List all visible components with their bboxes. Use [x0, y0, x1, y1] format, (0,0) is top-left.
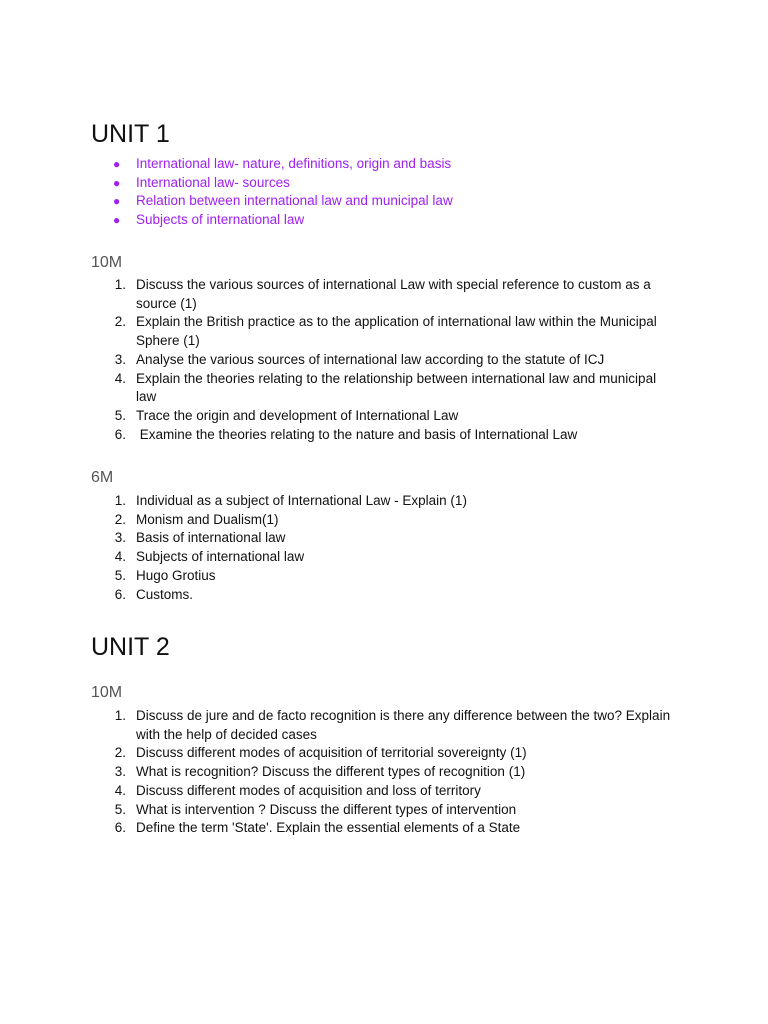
question-text: What is intervention ? Discuss the different types of intervention: [136, 801, 517, 817]
unit-1-6m-question-list: [0, 492, 676, 604]
question-item: [0, 586, 676, 605]
unit-2-10m-question-list: [0, 707, 676, 838]
question-item: [0, 744, 676, 763]
question-number: 6.: [114, 586, 126, 602]
question-number: 6.: [114, 820, 126, 836]
question-text: Explain the theories relating to the relationship between international law and municipal law: [136, 370, 660, 405]
question-number: 2.: [114, 745, 126, 761]
question-item: [0, 313, 676, 350]
topic-text: International law- nature, definitions, origin and basis: [136, 156, 452, 171]
topic-text: Relation between international law and municipal law: [136, 193, 453, 209]
question-text: Discuss the various sources of international Law with special reference to custom as a source (1): [136, 277, 655, 311]
question-text: Discuss different modes of acquisition of territorial sovereignty (1): [136, 745, 527, 761]
question-number: 4.: [114, 549, 126, 565]
question-text: Customs.: [136, 586, 194, 602]
question-number: 2.: [114, 314, 126, 330]
question-item: [0, 529, 676, 548]
question-number: 5.: [114, 801, 126, 817]
question-number: 1.: [114, 277, 126, 292]
question-text: Hugo Grotius: [136, 567, 216, 583]
question-number: 6.: [114, 426, 126, 442]
question-text: Analyse the various sources of international law according to the statute of ICJ: [136, 351, 605, 367]
question-text: Define the term 'State'. Explain the essential elements of a State: [136, 820, 521, 836]
question-text: Subjects of international law: [136, 549, 305, 565]
question-number: 1.: [114, 493, 126, 508]
unit-1-10m-question-list: [0, 276, 676, 444]
question-text: Discuss de jure and de facto recognition is there any difference between the two? Explain with the help of decided cases: [136, 708, 674, 742]
question-item: [0, 492, 676, 511]
question-number: 3.: [114, 351, 126, 367]
unit-2-10m-heading: 10M: [91, 684, 123, 701]
question-item: [0, 707, 676, 744]
bullet-icon: ●: [113, 194, 121, 209]
question-number: 5.: [114, 407, 126, 423]
question-text: Monism and Dualism(1): [136, 511, 279, 527]
question-text: What is recognition? Discuss the different types of recognition (1): [136, 764, 526, 780]
question-number: 1.: [114, 708, 126, 723]
question-text: Basis of international law: [136, 530, 286, 546]
question-number: 3.: [114, 530, 126, 546]
bullet-icon: ●: [113, 213, 121, 228]
question-item: [0, 351, 676, 370]
unit-1-title: UNIT 1: [91, 120, 170, 148]
question-item: [0, 819, 676, 838]
question-text: Examine the theories relating to the nature and basis of International Law: [136, 426, 578, 442]
question-item: [0, 567, 676, 586]
bullet-icon: ●: [113, 157, 121, 171]
question-text: Trace the origin and development of International Law: [136, 407, 459, 423]
question-item: [0, 370, 676, 407]
question-item: [0, 426, 676, 445]
question-text: Discuss different modes of acquisition and loss of territory: [136, 782, 481, 798]
question-text: Individual as a subject of International Law - Explain (1): [136, 493, 467, 508]
question-number: 2.: [114, 511, 126, 527]
question-number: 4.: [114, 370, 126, 386]
question-item: [0, 276, 676, 313]
question-number: 3.: [114, 764, 126, 780]
question-item: [0, 782, 676, 801]
topic-text: Subjects of international law: [136, 212, 305, 228]
question-item: [0, 407, 676, 426]
topic-text: International law- sources: [136, 174, 290, 190]
bullet-icon: ●: [113, 175, 121, 190]
question-item: [0, 763, 676, 782]
question-number: 5.: [114, 567, 126, 583]
question-item: [0, 511, 676, 530]
question-item: [0, 548, 676, 567]
unit-2-title: UNIT 2: [91, 633, 170, 661]
unit-1-6m-heading: 6M: [91, 469, 114, 486]
question-item: [0, 801, 676, 820]
question-number: 4.: [114, 782, 126, 798]
unit-1-10m-heading: 10M: [91, 254, 123, 271]
question-text: Explain the British practice as to the application of international law within the Municipal Sphere (1): [136, 314, 661, 349]
